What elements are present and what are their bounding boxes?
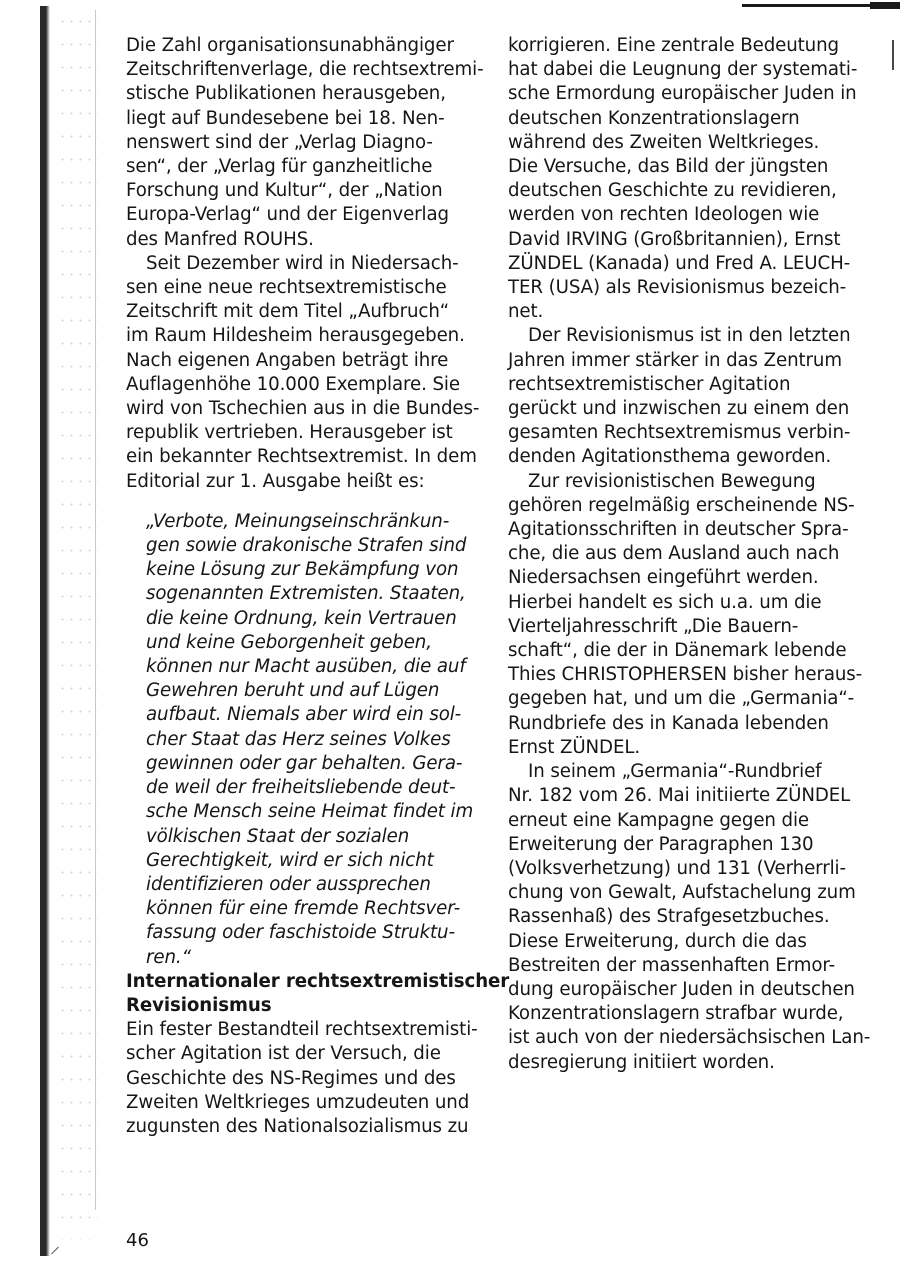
text-line: können für eine fremde Rechtsver-: [146, 898, 461, 920]
text-line: Die Zahl organisationsunabhängiger: [126, 35, 454, 56]
text-line: republik vertrieben. Herausgeber ist: [126, 422, 453, 444]
paragraph: [508, 324, 868, 469]
text-line: hat dabei die Leugnung der systemati-: [508, 59, 858, 81]
text-line: Internationaler rechtsextremistischer: [126, 970, 510, 992]
text-line: ren.“: [146, 946, 191, 968]
text-line: Zeitschrift mit dem Titel „Aufbruch“: [126, 301, 450, 323]
text-line: ist auch von der niedersächsischen Lan-: [508, 1027, 871, 1049]
text-line: che, die aus dem Ausland auch nach: [508, 543, 840, 565]
text-line: gehören regelmäßig erscheinende NS-: [508, 494, 855, 516]
text-line: dung europäischer Juden in deutschen: [508, 978, 855, 1000]
text-line: Auflagenhöhe 10.000 Exemplare. Sie: [126, 373, 460, 395]
text-line: gegeben hat, und um die „Germania“-: [508, 688, 855, 710]
text-line: die keine Ordnung, kein Vertrauen: [146, 607, 457, 629]
text-line: wird von Tschechien aus in die Bundes-: [126, 398, 480, 420]
text-line: In seinem „Germania“-Rundbrief: [528, 761, 822, 783]
stray-mark: [51, 1247, 59, 1255]
text-line: Bestreiten der massenhaften Ermor-: [508, 954, 836, 976]
paragraph: [508, 470, 868, 760]
text-line: Zur revisionistischen Bewegung: [528, 470, 816, 492]
text-line: „Verbote, Meinungseinschränkun-: [146, 510, 450, 532]
text-line: sen eine neue rechtsextremistische: [126, 277, 447, 299]
text-line: werden von rechten Ideologen wie: [508, 204, 820, 226]
text-line: de weil der freiheitsliebende deut-: [146, 777, 456, 799]
text-line: fassung oder faschistoide Struktu-: [146, 922, 455, 944]
text-line: zugunsten des Nationalsozialismus zu: [126, 1115, 469, 1137]
paragraph: [126, 34, 484, 252]
text-line: (Volksverhetzung) und 131 (Verherrli-: [508, 857, 846, 879]
text-line: Forschung und Kultur“, der „Nation: [126, 180, 443, 202]
paragraph: [508, 34, 868, 324]
paragraph: [508, 760, 871, 1075]
text-line: Revisionismus: [126, 994, 272, 1016]
text-line: Europa-Verlag“ und der Eigenverlag: [126, 204, 450, 226]
text-line: Editorial zur 1. Ausgabe heißt es:: [126, 470, 425, 492]
text-line: Der Revisionismus ist in den letzten: [528, 325, 851, 347]
left-column: [126, 34, 510, 1139]
text-line: Vierteljahresschrift „Die Bauern-: [508, 615, 799, 637]
text-line: Nach eigenen Angaben beträgt ihre: [126, 349, 449, 371]
scan-edge-shadow: [40, 6, 50, 1256]
scan-margin-line: [95, 10, 96, 1210]
text-line: Zweiten Weltkrieges umzudeuten und: [126, 1091, 470, 1113]
text-line: gewinnen oder gar behalten. Gera-: [146, 752, 463, 774]
text-line: Rundbriefe des in Kanada lebenden: [508, 712, 829, 734]
text-line: deutschen Konzentrationslagern: [508, 107, 800, 129]
section-heading: [126, 970, 510, 1018]
text-line: Erweiterung der Paragraphen 130: [508, 833, 814, 855]
text-line: nenswert sind der „Verlag Diagno-: [126, 131, 433, 153]
text-line: chung von Gewalt, Aufstachelung zum: [508, 882, 856, 904]
text-line: und keine Geborgenheit geben,: [146, 631, 432, 653]
text-line: korrigieren. Eine zentrale Bedeutung: [508, 35, 839, 56]
text-line: deutschen Geschichte zu revidieren,: [508, 180, 837, 202]
text-line: Geschichte des NS-Regimes und des: [126, 1067, 456, 1089]
text-line: im Raum Hildesheim herausgegeben.: [126, 325, 465, 347]
text-line: können nur Macht ausüben, die auf: [146, 656, 466, 678]
text-line: Niedersachsen eingeführt werden.: [508, 567, 819, 589]
text-line: erneut eine Kampagne gegen die: [508, 809, 810, 831]
top-rule-end: [870, 2, 900, 9]
text-line: desregierung initiiert worden.: [508, 1051, 775, 1073]
text-line: Hierbei handelt es sich u.a. um die: [508, 591, 822, 613]
text-line: des Manfred ROUHS.: [126, 228, 314, 250]
text-line: Zeitschriftenverlage, die rechtsextremi-: [126, 59, 484, 81]
text-line: sogenannten Extremisten. Staaten,: [146, 583, 466, 605]
paragraph: [126, 1018, 476, 1139]
text-line: Agitationsschriften in deutscher Spra-: [508, 519, 849, 541]
right-column: [508, 34, 871, 1075]
text-line: identifizieren oder aussprechen: [146, 873, 431, 895]
text-line: aufbaut. Niemals aber wird ein sol-: [146, 704, 462, 726]
text-line: gerückt und inzwischen zu einem den: [508, 398, 850, 420]
text-line: Thies CHRISTOPHERSEN bisher heraus-: [508, 664, 863, 686]
text-line: gen sowie drakonische Strafen sind: [146, 535, 467, 557]
text-line: völkischen Staat der sozialen: [146, 825, 410, 847]
text-line: sen“, der „Verlag für ganzheitliche: [126, 156, 433, 178]
scan-margin-noise: [58, 10, 98, 1240]
text-line: während des Zweiten Weltkrieges.: [508, 131, 820, 153]
paragraph: [126, 252, 480, 494]
text-line: gesamten Rechtsextremismus verbin-: [508, 422, 851, 444]
text-line: liegt auf Bundesebene bei 18. Nen-: [126, 107, 445, 129]
text-line: keine Lösung zur Bekämpfung von: [146, 559, 459, 581]
text-line: net.: [508, 301, 544, 323]
text-line: ZÜNDEL (Kanada) und Fred A. LEUCH-: [508, 252, 851, 274]
text-line: Die Versuche, das Bild der jüngsten: [508, 156, 829, 178]
text-line: Ein fester Bestandteil rechtsextremisti-: [126, 1019, 478, 1041]
text-line: Gewehren beruht und auf Lügen: [146, 680, 440, 702]
text-line: David IRVING (Großbritannien), Ernst: [508, 228, 841, 250]
text-line: Gerechtigkeit, wird er sich nicht: [146, 849, 434, 871]
text-line: Jahren immer stärker in das Zentrum: [508, 349, 842, 371]
text-line: schaft“, die der in Dänemark lebende: [508, 640, 847, 662]
text-line: Konzentrationslagern strafbar wurde,: [508, 1003, 844, 1025]
text-line: Seit Dezember wird in Niedersach-: [146, 252, 459, 274]
text-line: sche Mensch seine Heimat findet im: [146, 801, 474, 823]
text-line: cher Staat das Herz seines Volkes: [146, 728, 451, 750]
text-line: stische Publikationen herausgeben,: [126, 83, 446, 105]
page-number: 46: [126, 1230, 149, 1251]
text-line: scher Agitation ist der Versuch, die: [126, 1043, 441, 1065]
text-line: TER (USA) als Revisionismus bezeich-: [508, 277, 847, 299]
text-line: Diese Erweiterung, durch die das: [508, 930, 807, 952]
text-line: Rassenhaß) des Strafgesetzbuches.: [508, 906, 830, 928]
editorial-quote: [126, 510, 476, 970]
text-line: denden Agitationsthema geworden.: [508, 446, 832, 468]
text-line: Nr. 182 vom 26. Mai initiierte ZÜNDEL: [508, 785, 851, 807]
text-line: Ernst ZÜNDEL.: [508, 736, 641, 758]
text-line: sche Ermordung europäischer Juden in: [508, 83, 857, 105]
right-margin-mark: [892, 40, 894, 70]
text-line: rechtsextremistischer Agitation: [508, 373, 791, 395]
text-line: ein bekannter Rechtsextremist. In dem: [126, 446, 477, 468]
